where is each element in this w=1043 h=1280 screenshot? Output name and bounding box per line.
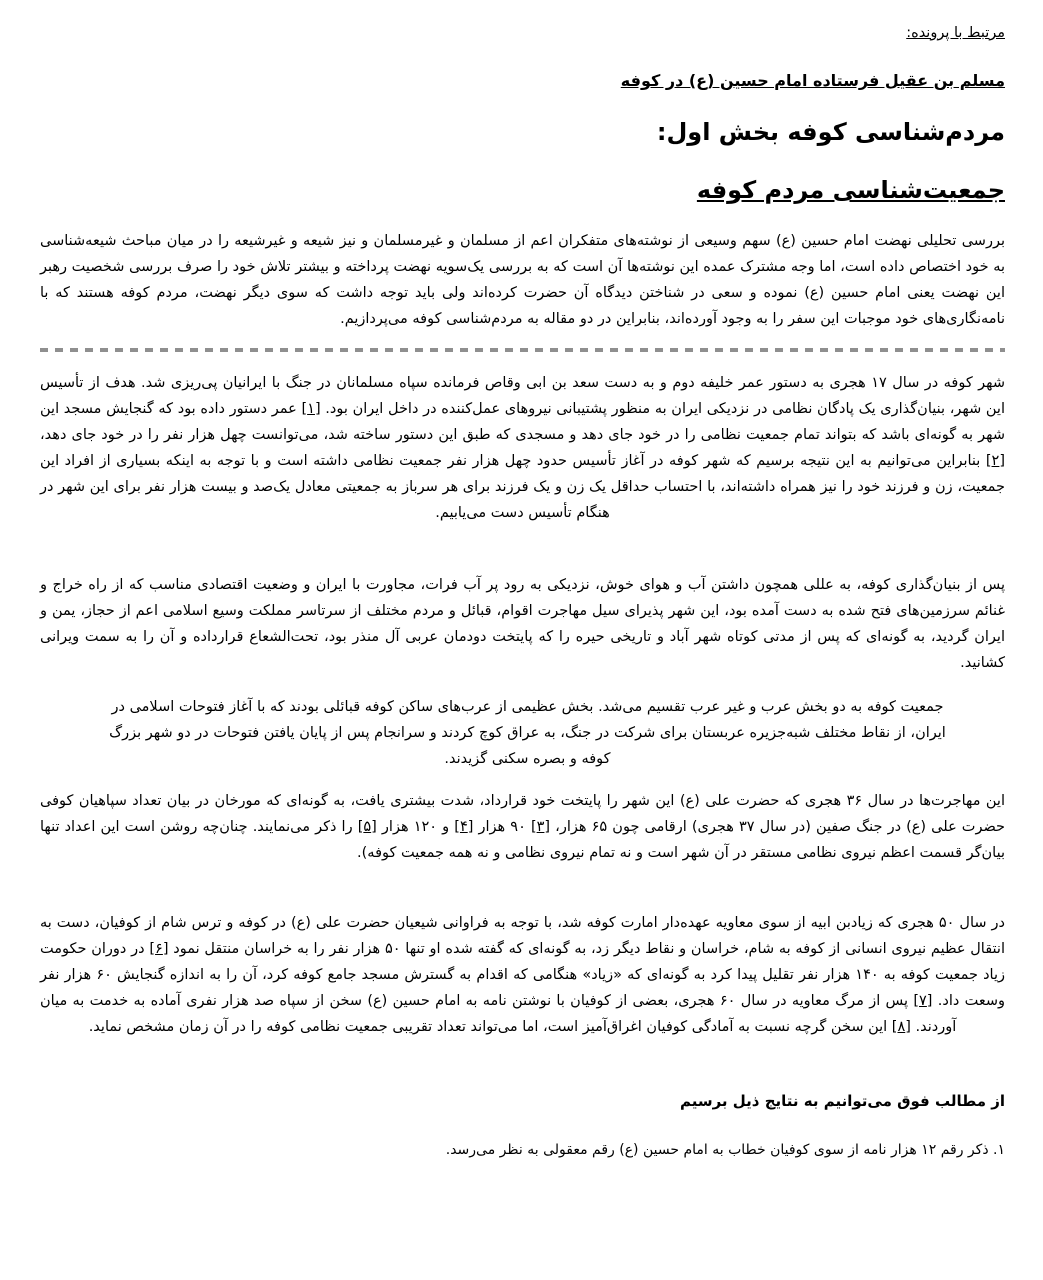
paragraph-text: این مهاجرت‌ها در سال ۳۶ هجری که حضرت علی (ع) این شهر را پایتخت خود قرارداد، شدت بیشتری یافت، به گونه‌ای که مورخان در بیان تعداد سپاهیان کوفی حضرت علی (ع) در جنگ صفین (در سال ۳۷ هجری) ارقامی چون ۶۵ هزار، (40, 793, 1005, 835)
paragraph-text: این سخن گرچه نسبت به آمادگی کوفیان اغراق‌آمیز است، اما می‌تواند تعداد تقریبی جمعیت نظامی کوفه را در آن زمان مشخص نماید. (88, 1019, 892, 1035)
paragraph-text: شهر کوفه در سال ۱۷ هجری به دستور عمر خلیفه دوم و به دست سعد بن ابی وقاص فرمانده سپاه مسلمانان در جنگ با ایرانیان پی‌ریزی شد. هدف از تأسیس این شهر، بنیان‌گذاری یک پادگان نظامی در نزدیکی ایران به منظور پشتیبانی نیروهای عمل‌کننده در داخل ایران بود. (40, 375, 1005, 417)
paragraph-ziyad-era (40, 910, 1005, 1040)
footnote-ref-3[interactable]: [۳] (530, 819, 551, 835)
conclusion-item-1 (40, 1138, 1005, 1162)
paragraph-intro (40, 228, 1005, 332)
article-title-link[interactable]: مسلم بن عقیل فرستاده امام حسین (ع) در کوفه (620, 71, 1005, 90)
paragraph-text: و ۱۲۰ هزار (376, 819, 455, 835)
footnote-ref-1[interactable]: [۱] (301, 401, 321, 417)
paragraph-text: ۹۰ هزار (473, 819, 531, 835)
paragraph-kufa-founding (40, 370, 1005, 526)
paragraph-text: بررسی تحلیلی نهضت امام حسین (ع) سهم وسیعی از نوشته‌های متفکران اعم از مسلمان و غیرمسلمان و نیز شیعه و غیرشیعه را در میان مباحث شیعه‌شناسی به خود اختصاص داده است، اما وجه مشترک عمده این نوشته‌ها آن است که به بررسی یک‌سویه نهضت پرداخته و بیشتر تلاش خود را صرف بررسی شخصیت رهبر این نهضت یعنی امام حسین (ع) نموده و سعی در شناختن دیدگاه آن حضرت کرده‌اند ولی باید توجه داشت که سوی دیگر نهضت، مردم کوفه هستند که با نامه‌نگاری‌های خود موجبات این سفر را به وجود آورده‌اند، بنابراین در دو مقاله به مردم‌شناسی کوفه می‌پردازیم. (40, 233, 1005, 327)
paragraph-migration-causes (40, 572, 1005, 676)
paragraph-text: پس از بنیان‌گذاری کوفه، به عللی همچون داشتن آب و هوای خوش، نزدیکی به رود پر آب فرات، مجاورت با ایران و وضعیت اقتصادی مناسب که از راه خراج و غنائم سرزمین‌های فتح شده به دست آمده بود، این شهر پذیرای سیل مهاجرت اقوام، قبائل و مردم مختلف از سرتاسر مملکت وسیع اسلامی اعم از حجاز، یمن و ایران گردید، به گونه‌ای که پس از مدتی کوتاه شهر آباد و تاریخی حیره را که پایتخت دودمان عربی آل منذر بود، تحت‌الشعاع قرارداده و آن را به سمت ویرانی کشانید. (40, 577, 1005, 671)
footnote-ref-2[interactable]: [۲] (985, 453, 1005, 469)
footnote-ref-7[interactable]: [۷] (913, 993, 933, 1009)
paragraph-text: در دوران حکومت زیاد جمعیت کوفه به ۱۴۰ هزار نفر تقلیل پیدا کرد به گونه‌ای که «زیاد» هنگامی که اقدام به گسترش مسجد جامع کوفه کرد، آن را به اندازه گنجایش ۶۰ هزار نفر وسعت داد. (40, 941, 1005, 1009)
paragraph-text: ۱. ذکر رقم ۱۲ هزار نامه از سوی کوفیان خطاب به امام حسین (ع) رقم معقولی به نظر می‌رسد. (445, 1142, 1005, 1158)
paragraph-army-numbers (40, 788, 1005, 866)
paragraph-text: را ذکر می‌نمایند. چنان‌چه روشن است این اعداد تنها بیان‌گر قسمت اعظم نیروی نظامی مستقر در آن شهر است و نه تمام نیروی نظامی و نه همه جمعیت کوفه). (40, 819, 1005, 861)
paragraph-population-blockquote (95, 694, 960, 772)
header-row (40, 22, 1005, 41)
footnote-ref-6[interactable]: [۶] (149, 941, 169, 957)
paragraph-text: پس از مرگ معاویه در سال ۶۰ هجری، بعضی از کوفیان با نوشتن نامه به امام حسین (ع) سخن از سپاه صد هزار نفری آماده به خدمت به میان آوردند. (40, 993, 957, 1035)
conclusions-heading: از مطالب فوق می‌توانیم به نتایج ذیل برسیم (679, 1092, 1005, 1110)
paragraph-text: بنابراین می‌توانیم به این نتیجه برسیم که شهر کوفه در آغاز تأسیس حدود چهل هزار نفر جمعیت نظامی داشته است و با توجه به اینکه بسیاری از افراد این جمعیت، زن و فرزند خود را نیز همراه داشته‌اند، با احتساب حداقل یک زن و یک فرزند برای هر سرباز به جمعیتی معادل یک‌صد و بیست هزار نفر برای این شهر در هنگام تأسیس دست می‌یابیم. (40, 453, 1005, 521)
paragraph-text: در سال ۵۰ هجری که زیادبن ابیه از سوی معاویه عهده‌دار امارت کوفه شد، با توجه به فراوانی شیعیان حضرت علی (ع) در کوفه و ترس شام از کوفیان، دست به انتقال عظیم نیروی انسانی از کوفه به شام، خراسان و نقاط دیگر زد، به گونه‌ای که گفته شده او تنها ۵۰ هزار نفر را به خراسان منتقل نمود (40, 915, 1005, 957)
page-title: مردم‌شناسی کوفه بخش اول: (656, 118, 1005, 146)
paragraph-text: جمعیت کوفه به دو بخش عرب و غیر عرب تقسیم می‌شد. بخش عظیمی از عرب‌های ساکن کوفه قبائلی بودند که با آغاز فتوحات اسلامی در ایران، از نقاط مختلف شبه‌جزیره عربستان برای شرکت در جنگ، به عراق کوچ کردند و سرانجام پس از پایان یافتن فتوحات در دو شهر بزرگ کوفه و بصره سکنی گزیدند. (109, 699, 946, 767)
dashed-separator (40, 348, 1005, 352)
footnote-ref-4[interactable]: [۴] (454, 819, 474, 835)
section-title: جمعیت‌شناسی مردم کوفه (696, 176, 1005, 204)
footnote-ref-8[interactable]: [۸] (891, 1019, 911, 1035)
related-file-link[interactable]: مرتبط با پرونده: (906, 25, 1005, 41)
paragraph-text: عمر دستور داده بود که گنجایش مسجد این شهر به گونه‌ای باشد که بتواند تمام جمعیت نظامی را در خود جای دهد و مسجدی که طبق این دستور ساخته شد، می‌توانست چهل هزار نفر را در خود جای دهد، (40, 401, 1005, 443)
footnote-ref-5[interactable]: [۵] (357, 819, 377, 835)
